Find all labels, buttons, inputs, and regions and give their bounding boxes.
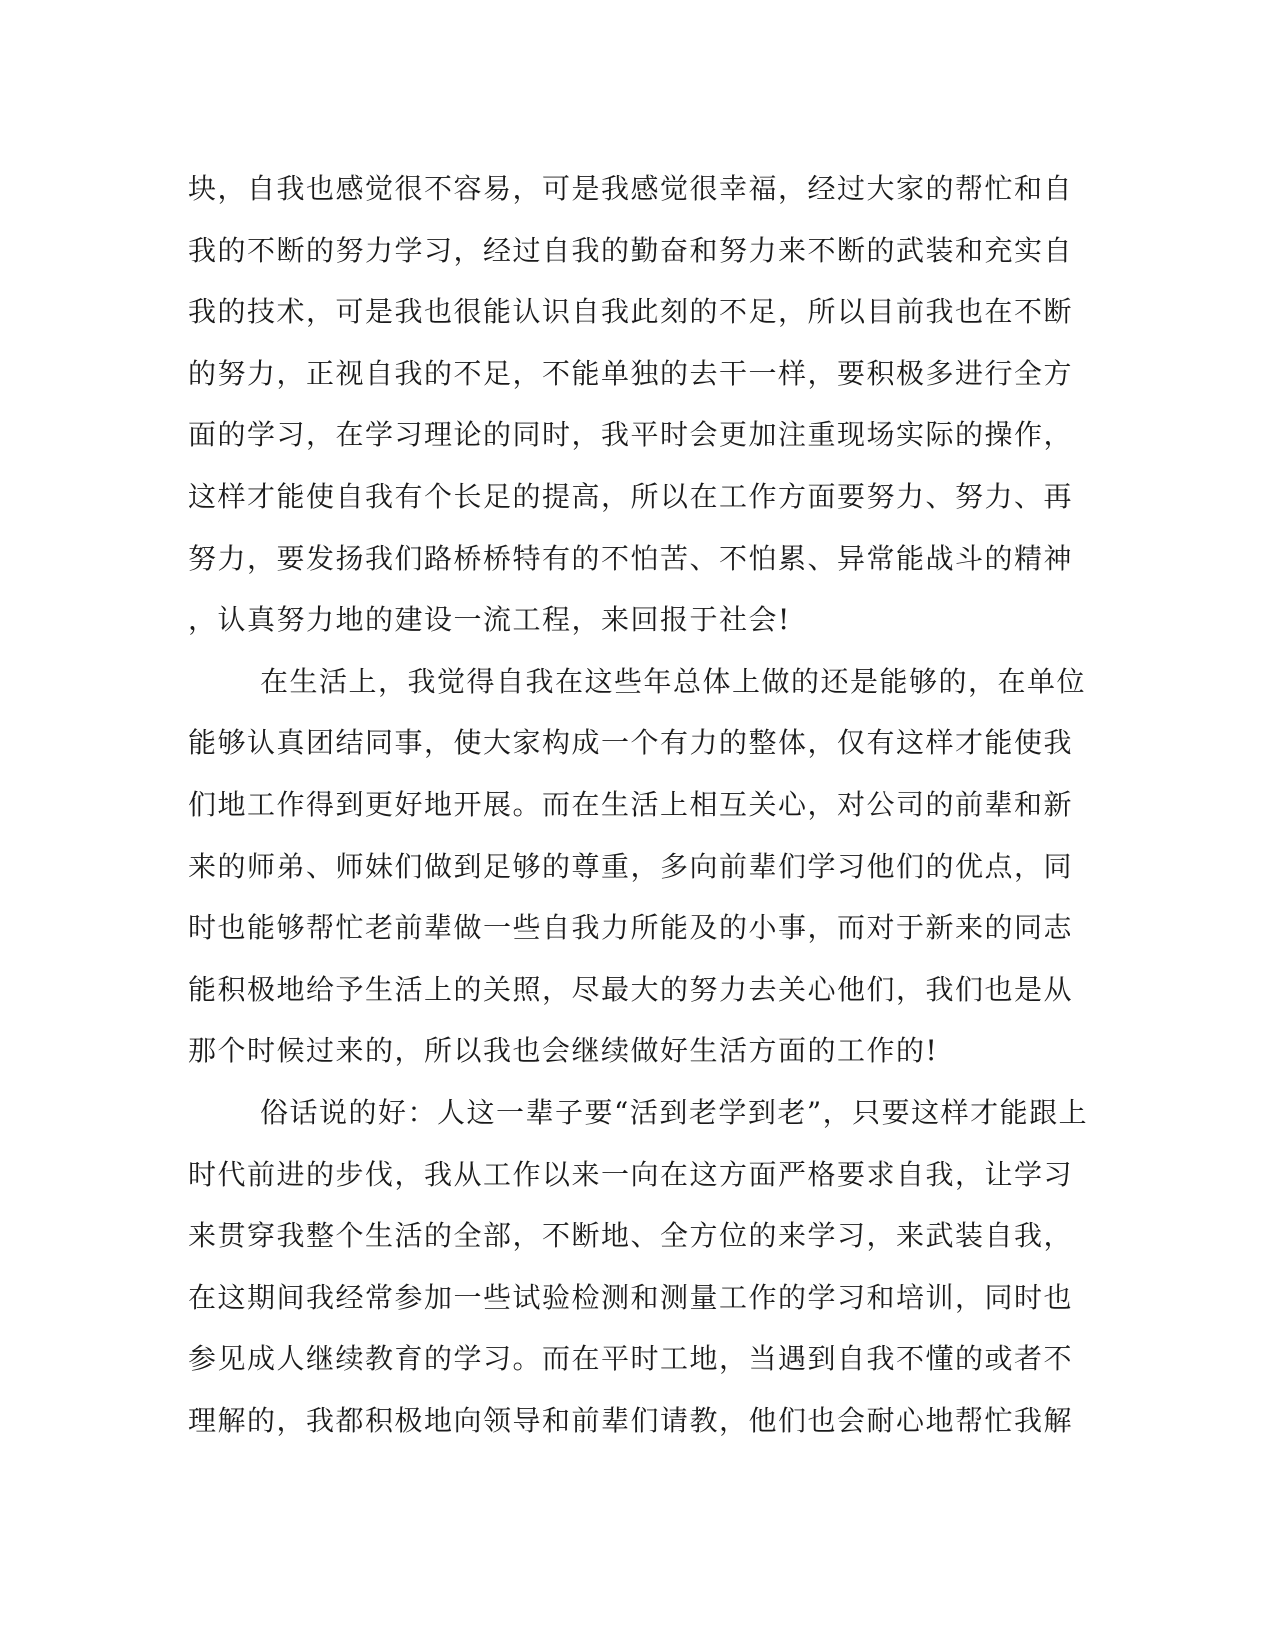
body-text — [188, 158, 1089, 1451]
text-line: 时代前进的步伐，我从工作以来一向在这方面严格要求自我，让学习 — [188, 1157, 1074, 1191]
text-line: 参见成人继续教育的学习。而在平时工地，当遇到自我不懂的或者不 — [188, 1342, 1074, 1376]
text-line: 理解的，我都积极地向领导和前辈们请教，他们也会耐心地帮忙我解 — [188, 1403, 1074, 1437]
text-line: 的努力，正视自我的不足，不能单独的去干一样，要积极多进行全方 — [188, 356, 1074, 390]
text-line: 时也能够帮忙老前辈做一些自我力所能及的小事，而对于新来的同志 — [188, 911, 1074, 945]
text-line: 来的师弟、师妹们做到足够的尊重，多向前辈们学习他们的优点，同 — [188, 849, 1074, 883]
text-line: 我的不断的努力学习，经过自我的勤奋和努力来不断的武装和充实自 — [188, 233, 1074, 267]
text-line: 块，自我也感觉很不容易，可是我感觉很幸福，经过大家的帮忙和自 — [188, 172, 1074, 205]
paragraph-start-line: 俗话说的好：人这一辈子要“活到老学到老”，只要这样才能跟上 — [260, 1095, 1089, 1129]
text-line: 来贯穿我整个生活的全部，不断地、全方位的来学习，来武装自我， — [188, 1219, 1074, 1253]
text-line: 我的技术，可是我也很能认识自我此刻的不足，所以目前我也在不断 — [188, 295, 1074, 329]
text-line: 那个时候过来的，所以我也会继续做好生活方面的工作的! — [188, 1034, 939, 1068]
text-line: 面的学习，在学习理论的同时，我平时会更加注重现场实际的操作， — [188, 418, 1074, 452]
text-line: ，认真努力地的建设一流工程，来回报于社会! — [188, 603, 791, 637]
text-line: 努力，要发扬我们路桥桥特有的不怕苦、不怕累、异常能战斗的精神 — [188, 541, 1074, 575]
text-line: 这样才能使自我有个长足的提高，所以在工作方面要努力、努力、再 — [188, 479, 1074, 513]
text-line: 们地工作得到更好地开展。而在生活上相互关心，对公司的前辈和新 — [188, 787, 1074, 821]
text-line: 在这期间我经常参加一些试验检测和测量工作的学习和培训，同时也 — [188, 1280, 1074, 1314]
text-line: 能够认真团结同事，使大家构成一个有力的整体，仅有这样才能使我 — [188, 726, 1074, 760]
paragraph-start-line: 在生活上，我觉得自我在这些年总体上做的还是能够的，在单位 — [260, 664, 1087, 698]
text-line: 能积极地给予生活上的关照，尽最大的努力去关心他们，我们也是从 — [188, 972, 1074, 1006]
